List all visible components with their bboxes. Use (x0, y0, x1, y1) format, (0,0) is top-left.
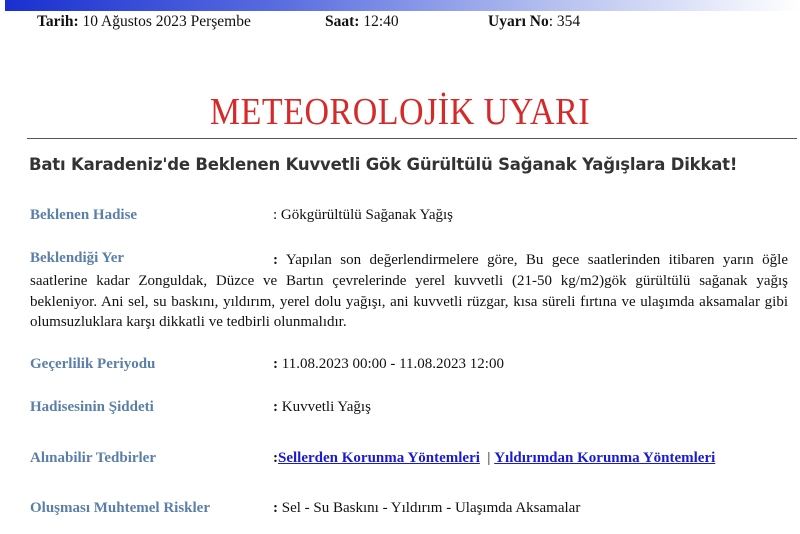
severity-label: Hadisesinin Şiddeti (30, 399, 154, 415)
colon: : (273, 252, 278, 268)
date-label: Tarih: (37, 13, 79, 30)
time-label: Saat: (325, 13, 360, 30)
risks-value (273, 500, 580, 517)
warning-no-label: Uyarı No (488, 13, 549, 30)
link-separator: | (487, 450, 491, 466)
colon: : (273, 356, 278, 372)
top-gradient-bar (5, 0, 800, 11)
time-value: 12:40 (363, 13, 399, 30)
warning-no-value: : 354 (548, 13, 581, 30)
validity-period-value (273, 356, 504, 373)
divider (27, 138, 797, 139)
page-title: METEOROLOJİK UYARI (209, 91, 591, 134)
date-value: 10 Ağustos 2023 Perşembe (82, 13, 251, 30)
flood-protection-link[interactable]: Sellerden Korunma Yöntemleri (278, 450, 480, 466)
expected-place-value (30, 250, 788, 333)
validity-period-label: Geçerlilik Periyodu (30, 356, 156, 372)
expected-place-text: Yapılan son değerlendirmelere göre, Bu gece saatlerinden itibaren yarın öğle saatlerine kadar Zonguldak, Düzce ve Bartın çevrelerinde yerel kuvvetli (21-50 kg/m2)gök gürültülü sağanak yağış bekleniyor. Ani sel, su baskını, yıldırım, yerel dolu yağışı, ani kuvvetli rüzgar, kısa süreli fırtına ve ulaşımda aksamalar gibi olumsuzluklara karşı dikkatli ve tedbirli olunmalıdır. (30, 252, 788, 331)
warning-heading: Batı Karadeniz'de Beklenen Kuvvetli Gök Gürültülü Sağanak Yağışlara Dikkat! (29, 155, 738, 174)
colon: : (273, 399, 278, 415)
expected-event-label: Beklenen Hadise (30, 207, 138, 223)
date-info (37, 13, 251, 31)
validity-period-text: 11.08.2023 00:00 - 11.08.2023 12:00 (281, 356, 504, 372)
lightning-protection-link[interactable]: Yıldırımdan Korunma Yöntemleri (494, 450, 716, 466)
time-info (325, 13, 399, 31)
severity-value (273, 399, 371, 416)
colon: : (273, 500, 278, 516)
colon: : (273, 450, 278, 466)
measures-value (273, 450, 715, 467)
risks-label: Oluşması Muhtemel Riskler (30, 500, 210, 516)
warning-number (488, 13, 580, 31)
measures-label: Alınabilir Tedbirler (30, 450, 156, 466)
risks-text: Sel - Su Baskını - Yıldırım - Ulaşımda Aksamalar (281, 500, 581, 516)
severity-text: Kuvvetli Yağış (281, 399, 371, 415)
expected-place-label: Beklendiği Yer (30, 250, 125, 266)
expected-event-value: : Gökgürültülü Sağanak Yağış (273, 207, 453, 223)
